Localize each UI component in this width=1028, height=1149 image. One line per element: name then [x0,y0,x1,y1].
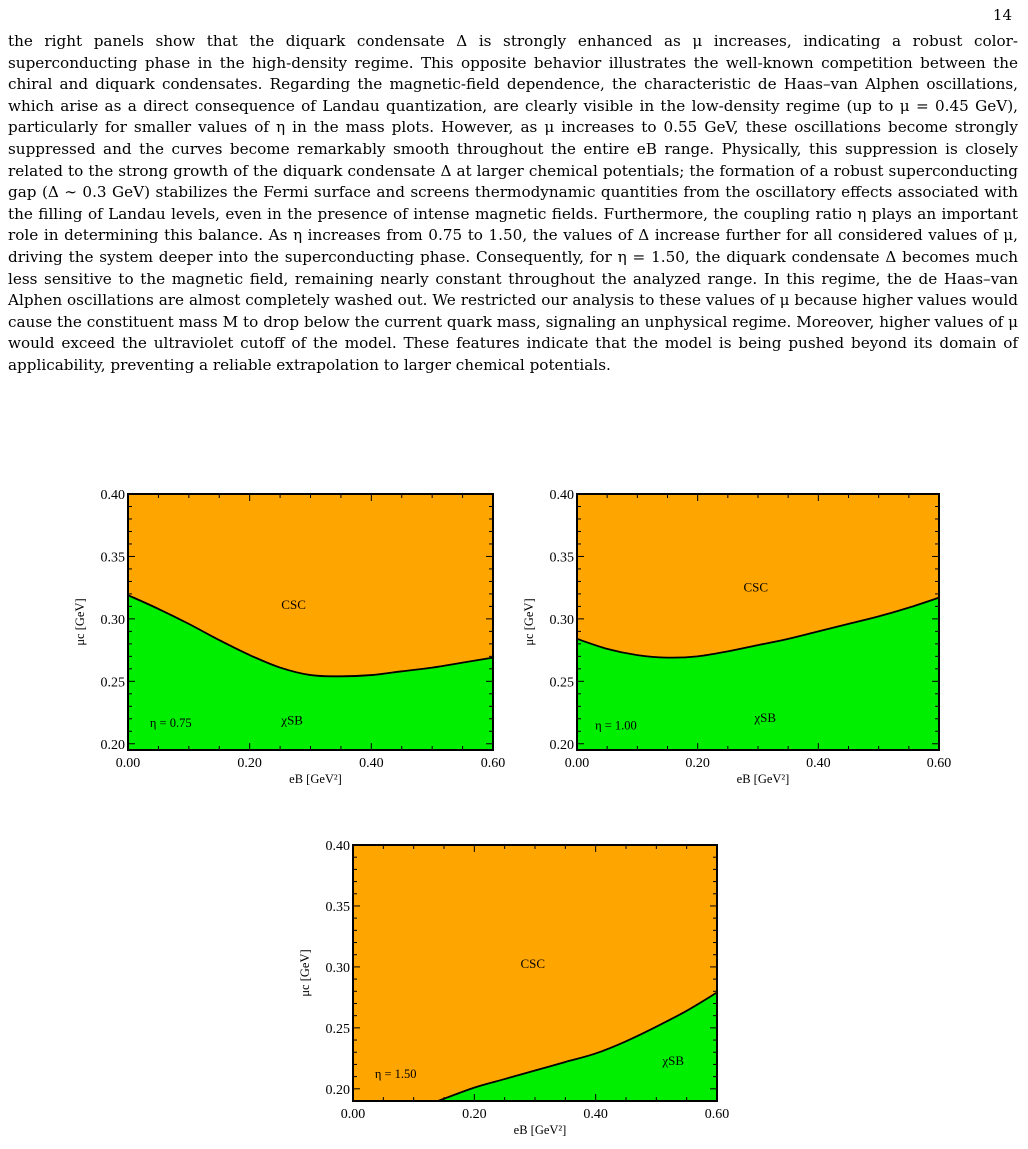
eta-annotation: η = 1.50 [374,1066,417,1081]
x-axis-label: eB [GeV²] [513,1123,567,1137]
y-tick-label: 0.35 [549,550,574,566]
x-tick-label: 0.40 [359,756,384,771]
x-tick-label: 0.60 [926,756,952,771]
panel-eta-0-75 [73,488,505,786]
x-tick-label: 0.00 [564,756,590,771]
chisb-label: χSB [662,1053,685,1069]
plot-area [128,494,493,752]
x-tick-label: 0.60 [704,1107,730,1122]
chisb-label: χSB [281,712,303,728]
csc-label: CSC [520,955,546,971]
panel-eta-1-50 [298,839,729,1137]
csc-label: CSC [743,579,769,595]
x-axis-label: eB [GeV²] [289,772,342,786]
y-tick-label: 0.40 [549,488,574,503]
eta-annotation: η = 0.75 [149,715,192,730]
chisb-label: χSB [754,709,777,725]
y-tick-label: 0.20 [100,737,125,753]
y-tick-label: 0.25 [100,675,125,691]
x-axis-label: eB [GeV²] [736,772,790,786]
x-tick-label: 0.00 [115,756,141,771]
body-paragraph: the right panels show that the diquark condensate Δ is strongly enhanced as μ increases, indicating a robust color-superconducting phase in the high-density regime. This opposite behavior illustrates the well-known competition between the chiral and diquark condensates. Regarding the magnetic-field dependence, the characteristic de Haas–van Alphen oscillations, which arise as a direct consequence of Landau quantization, are clearly visible in the low-density regime (up to μ = 0.45 GeV), particularly for smaller values of η in the mass plots. However, as μ increases to 0.55 GeV, these oscillations become strongly suppressed and the curves become remarkably smooth throughout the entire eB range. Physically, this suppression is closely related to the strong growth of the diquark condensate Δ at larger chemical potentials; the formation of a robust superconducting gap (Δ ∼ 0.3 GeV) stabilizes the Fermi surface and screens thermodynamic quantities from the oscillatory effects associated with the filling of Landau levels, even in the presence of intense magnetic fields. Furthermore, the coupling ratio η plays an important role in determining this balance. As η increases from 0.75 to 1.50, the values of Δ increase further for all considered values of μ, driving the system deeper into the superconducting phase. Consequently, for η = 1.50, the diquark condensate Δ becomes much less sensitive to the magnetic field, remaining nearly constant throughout the analyzed range. In this regime, the de Haas–van Alphen oscillations are almost completely washed out. We restricted our analysis to these values of μ because higher values would cause the constituent mass M to drop below the current quark mass, signaling an unphysical regime. Moreover, higher values of μ would exceed the ultraviolet cutoff of the model. These features indicate that the model is being pushed beyond its domain of applicability, preventing a reliable extrapolation to larger chemical potentials. [8,32,1018,374]
x-tick-label: 0.00 [340,1107,366,1122]
x-tick-label: 0.20 [462,1107,487,1122]
y-tick-label: 0.40 [325,839,350,854]
y-tick-label: 0.30 [325,960,350,976]
eta-annotation: η = 1.00 [595,718,637,733]
csc-label: CSC [281,597,306,613]
y-tick-label: 0.25 [325,1021,350,1037]
y-tick-label: 0.35 [100,550,125,566]
y-axis-label: μc [GeV] [298,949,312,997]
phase-diagram-figure [0,484,1028,1149]
y-tick-label: 0.35 [325,899,350,915]
y-tick-label: 0.40 [100,488,125,503]
y-tick-label: 0.20 [549,737,574,753]
y-axis-label: μc [GeV] [73,598,87,646]
y-tick-label: 0.25 [549,675,574,691]
x-tick-label: 0.60 [480,756,506,771]
x-tick-label: 0.40 [806,756,831,771]
y-tick-label: 0.30 [549,612,574,628]
panel-eta-1-00 [522,488,951,786]
x-tick-label: 0.40 [583,1107,608,1122]
y-tick-label: 0.30 [100,612,125,628]
x-tick-label: 0.20 [237,756,262,771]
y-tick-label: 0.20 [325,1082,350,1098]
page-number: 14 [992,6,1012,24]
y-axis-label: μc [GeV] [522,598,536,646]
x-tick-label: 0.20 [685,756,710,771]
